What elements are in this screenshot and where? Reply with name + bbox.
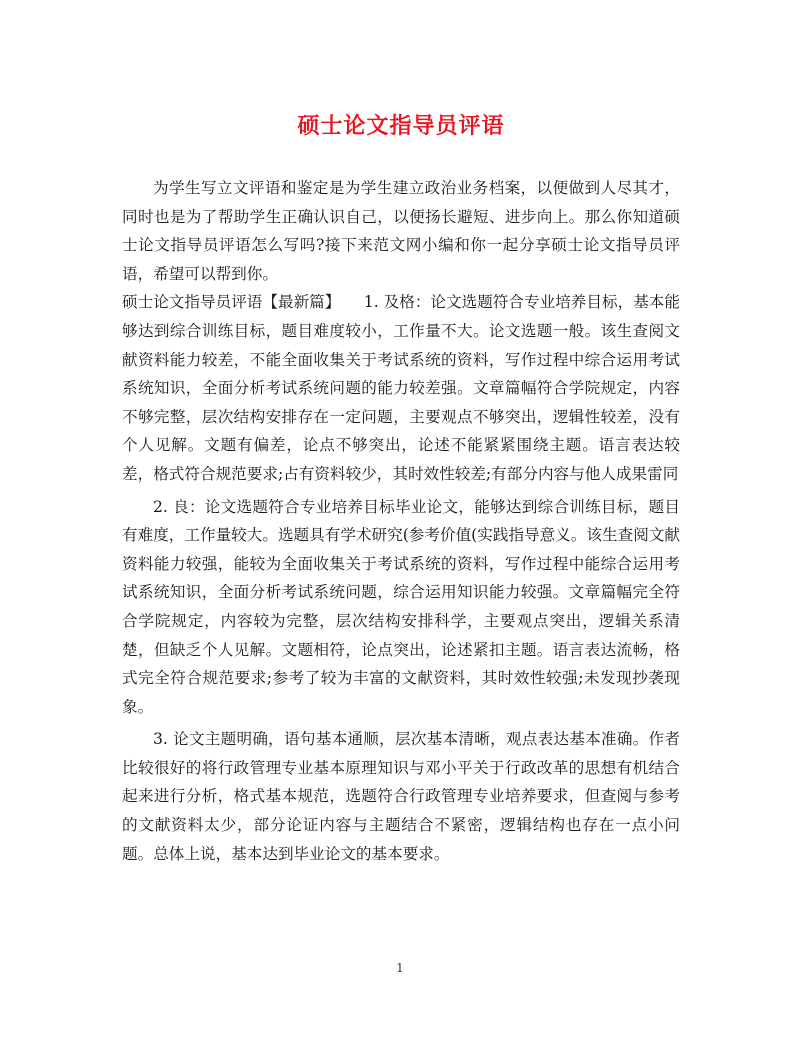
section-paragraph-1: [122, 288, 680, 488]
page-number: 1: [396, 961, 404, 975]
item-3-paragraph: 3. 论文主题明确，语句基本通顺，层次基本清晰，观点表达基本准确。作者比较很好的将行政管理专业基本原理知识与邓小平关于行政改革的思想有机结合起来进行分析，格式基本规范，选题符合行政管理专业培养要求，但查阅与参考的文献资料太少，部分论证内容与主题结合不紧密，逻辑结构也存在一点小问题。总体上说，基本达到毕业论文的基本要求。: [122, 730, 680, 863]
document-body: [122, 174, 680, 868]
section-heading: 硕士论文指导员评语【最新篇】: [122, 293, 333, 312]
document-title: 硕士论文指导员评语: [297, 113, 505, 139]
intro-paragraph: 为学生写立文评语和鉴定是为学生建立政治业务档案，以便做到人尽其才，同时也是为了帮助学生正确认识自己，以便扬长避短、进步向上。那么你知道硕士论文指导员评语怎么写吗?接下来范文网小编和你一起分享硕士论文指导员评语，希望可以帮到你。: [122, 179, 680, 283]
item-1-text: 1. 及格：论文选题符合专业培养目标，基本能够达到综合训练目标，题目难度较小，工作量不大。论文选题一般。该生查阅文献资料能力较差，不能全面收集关于考试系统的资料，写作过程中综合运用考试系统知识，全面分析考试系统问题的能力较差强。文章篇幅符合学院规定，内容不够完整，层次结构安排存在一定问题，主要观点不够突出，逻辑性较差，没有个人见解。文题有偏差，论点不够突出，论述不能紧紧围绕主题。语言表达较差，格式符合规范要求;占有资料较少，其时效性较差;有部分内容与他人成果雷同: [122, 293, 680, 483]
item-2-paragraph: 2. 良：论文选题符合专业培养目标毕业论文，能够达到综合训练目标，题目有难度，工作量较大。选题具有学术研究(参考价值(实践指导意义。该生查阅文献资料能力较强，能较为全面收集关于考试系统的资料，写作过程中能综合运用考试系统知识，全面分析考试系统问题，综合运用知识能力较强。文章篇幅完全符合学院规定，内容较为完整，层次结构安排科学，主要观点突出，逻辑关系清楚，但缺乏个人见解。文题相符，论点突出，论述紧扣主题。语言表达流畅，格式完全符合规范要求;参考了较为丰富的文献资料，其时效性较强;未发现抄袭现象。: [122, 497, 680, 716]
